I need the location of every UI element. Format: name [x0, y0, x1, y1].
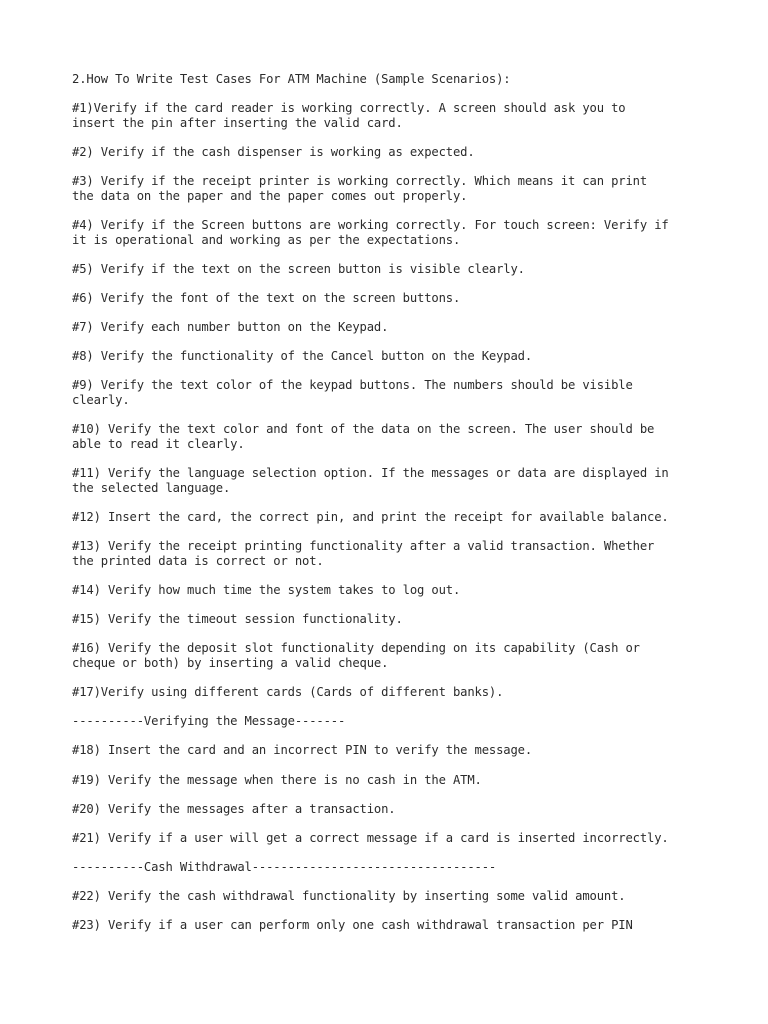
test-case-list — [72, 101, 712, 933]
document-title: 2.How To Write Test Cases For ATM Machine (Sample Scenarios): — [72, 72, 511, 86]
test-case-item: #3) Verify if the receipt printer is working correctly. Which means it can print the data on the paper and the paper comes out properly. — [72, 174, 647, 203]
test-case-item: #6) Verify the font of the text on the screen buttons. — [72, 290, 461, 305]
test-case-item: #5) Verify if the text on the screen button is visible clearly. — [72, 261, 525, 276]
test-case-item: #14) Verify how much time the system takes to log out. — [72, 582, 461, 597]
test-case-item: #2) Verify if the cash dispenser is working as expected. — [72, 144, 475, 159]
section-separator: ----------Verifying the Message------- — [72, 714, 346, 729]
test-case-item: #11) Verify the language selection option. If the messages or data are displayed in the selected language. — [72, 466, 669, 495]
test-case-item: #19) Verify the message when there is no cash in the ATM. — [72, 772, 482, 787]
test-case-item: #4) Verify if the Screen buttons are working correctly. For touch screen: Verify if it is operational and working as per the expectations. — [72, 217, 669, 247]
test-case-item: #21) Verify if a user will get a correct message if a card is inserted incorrectly. — [72, 830, 669, 845]
test-case-item: #16) Verify the deposit slot functionality depending on its capability (Cash or cheque or both) by inserting a valid cheque. — [72, 641, 640, 670]
test-case-item: #7) Verify each number button on the Keypad. — [72, 320, 389, 335]
test-case-item: #18) Insert the card and an incorrect PIN to verify the message. — [72, 743, 532, 758]
section-separator: ----------Cash Withdrawal---------------------------------- — [72, 860, 497, 875]
document-page — [72, 72, 712, 948]
test-case-item: #9) Verify the text color of the keypad buttons. The numbers should be visible clearly. — [72, 378, 633, 408]
test-case-item: #15) Verify the timeout session functionality. — [72, 611, 403, 626]
test-case-item: #12) Insert the card, the correct pin, and print the receipt for available balance. — [72, 509, 669, 524]
test-case-item: #1)Verify if the card reader is working correctly. A screen should ask you to insert the pin after inserting the valid card. — [72, 101, 626, 130]
test-case-item: #20) Verify the messages after a transaction. — [72, 801, 396, 816]
test-case-item: #23) Verify if a user can perform only one cash withdrawal transaction per PIN — [72, 918, 633, 933]
test-case-item: #10) Verify the text color and font of the data on the screen. The user should be able to read it clearly. — [72, 422, 655, 451]
test-case-item: #17)Verify using different cards (Cards of different banks). — [72, 684, 504, 699]
test-case-item: #22) Verify the cash withdrawal functionality by inserting some valid amount. — [72, 889, 626, 904]
test-case-item: #8) Verify the functionality of the Cancel button on the Keypad. — [72, 349, 532, 364]
test-case-item: #13) Verify the receipt printing functionality after a valid transaction. Whether the printed data is correct or not. — [72, 539, 655, 568]
